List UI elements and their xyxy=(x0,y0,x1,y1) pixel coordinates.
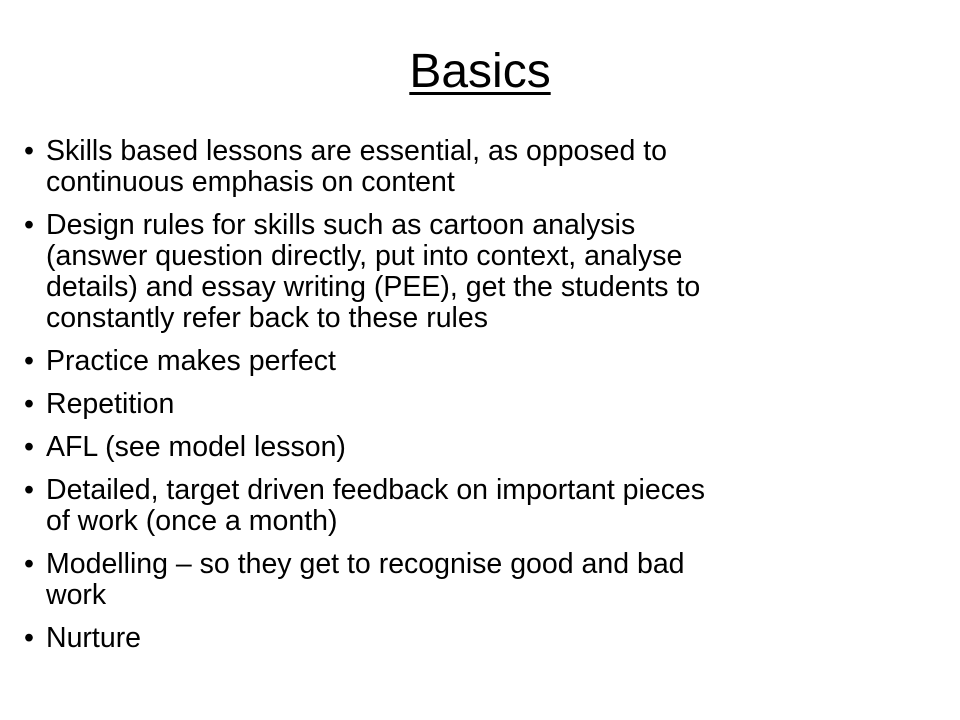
bullet-list xyxy=(24,136,924,666)
bullet-text: Repetition xyxy=(46,388,175,420)
bullet-item xyxy=(24,389,924,420)
bullet-text: AFL (see model lesson) xyxy=(46,431,346,463)
bullet-icon: • xyxy=(24,209,34,241)
bullet-item xyxy=(24,475,924,537)
bullet-icon: • xyxy=(24,474,34,506)
bullet-text: Nurture xyxy=(46,622,142,654)
bullet-icon: • xyxy=(24,431,34,463)
bullet-item xyxy=(24,623,924,654)
bullet-icon: • xyxy=(24,135,34,167)
bullet-icon: • xyxy=(24,345,34,377)
slide-title xyxy=(0,42,960,102)
bullet-text: Practice makes perfect xyxy=(46,345,336,377)
bullet-icon: • xyxy=(24,548,34,580)
bullet-icon: • xyxy=(24,622,34,654)
bullet-text: Detailed, target driven feedback on important pieces of work (once a month) xyxy=(46,474,706,537)
bullet-text: Skills based lessons are essential, as opposed to continuous emphasis on content xyxy=(46,135,668,198)
bullet-item xyxy=(24,432,924,463)
bullet-item xyxy=(24,346,924,377)
slide-title-text: Basics xyxy=(409,45,551,98)
bullet-icon: • xyxy=(24,388,34,420)
bullet-item xyxy=(24,549,924,611)
bullet-text: Design rules for skills such as cartoon analysis (answer question directly, put into context, analyse details) and essay writing (PEE), get the students to constantly refer back to these rules xyxy=(46,209,701,334)
bullet-text: Modelling – so they get to recognise good and bad work xyxy=(46,548,685,611)
bullet-item xyxy=(24,136,924,198)
bullet-item xyxy=(24,210,924,334)
